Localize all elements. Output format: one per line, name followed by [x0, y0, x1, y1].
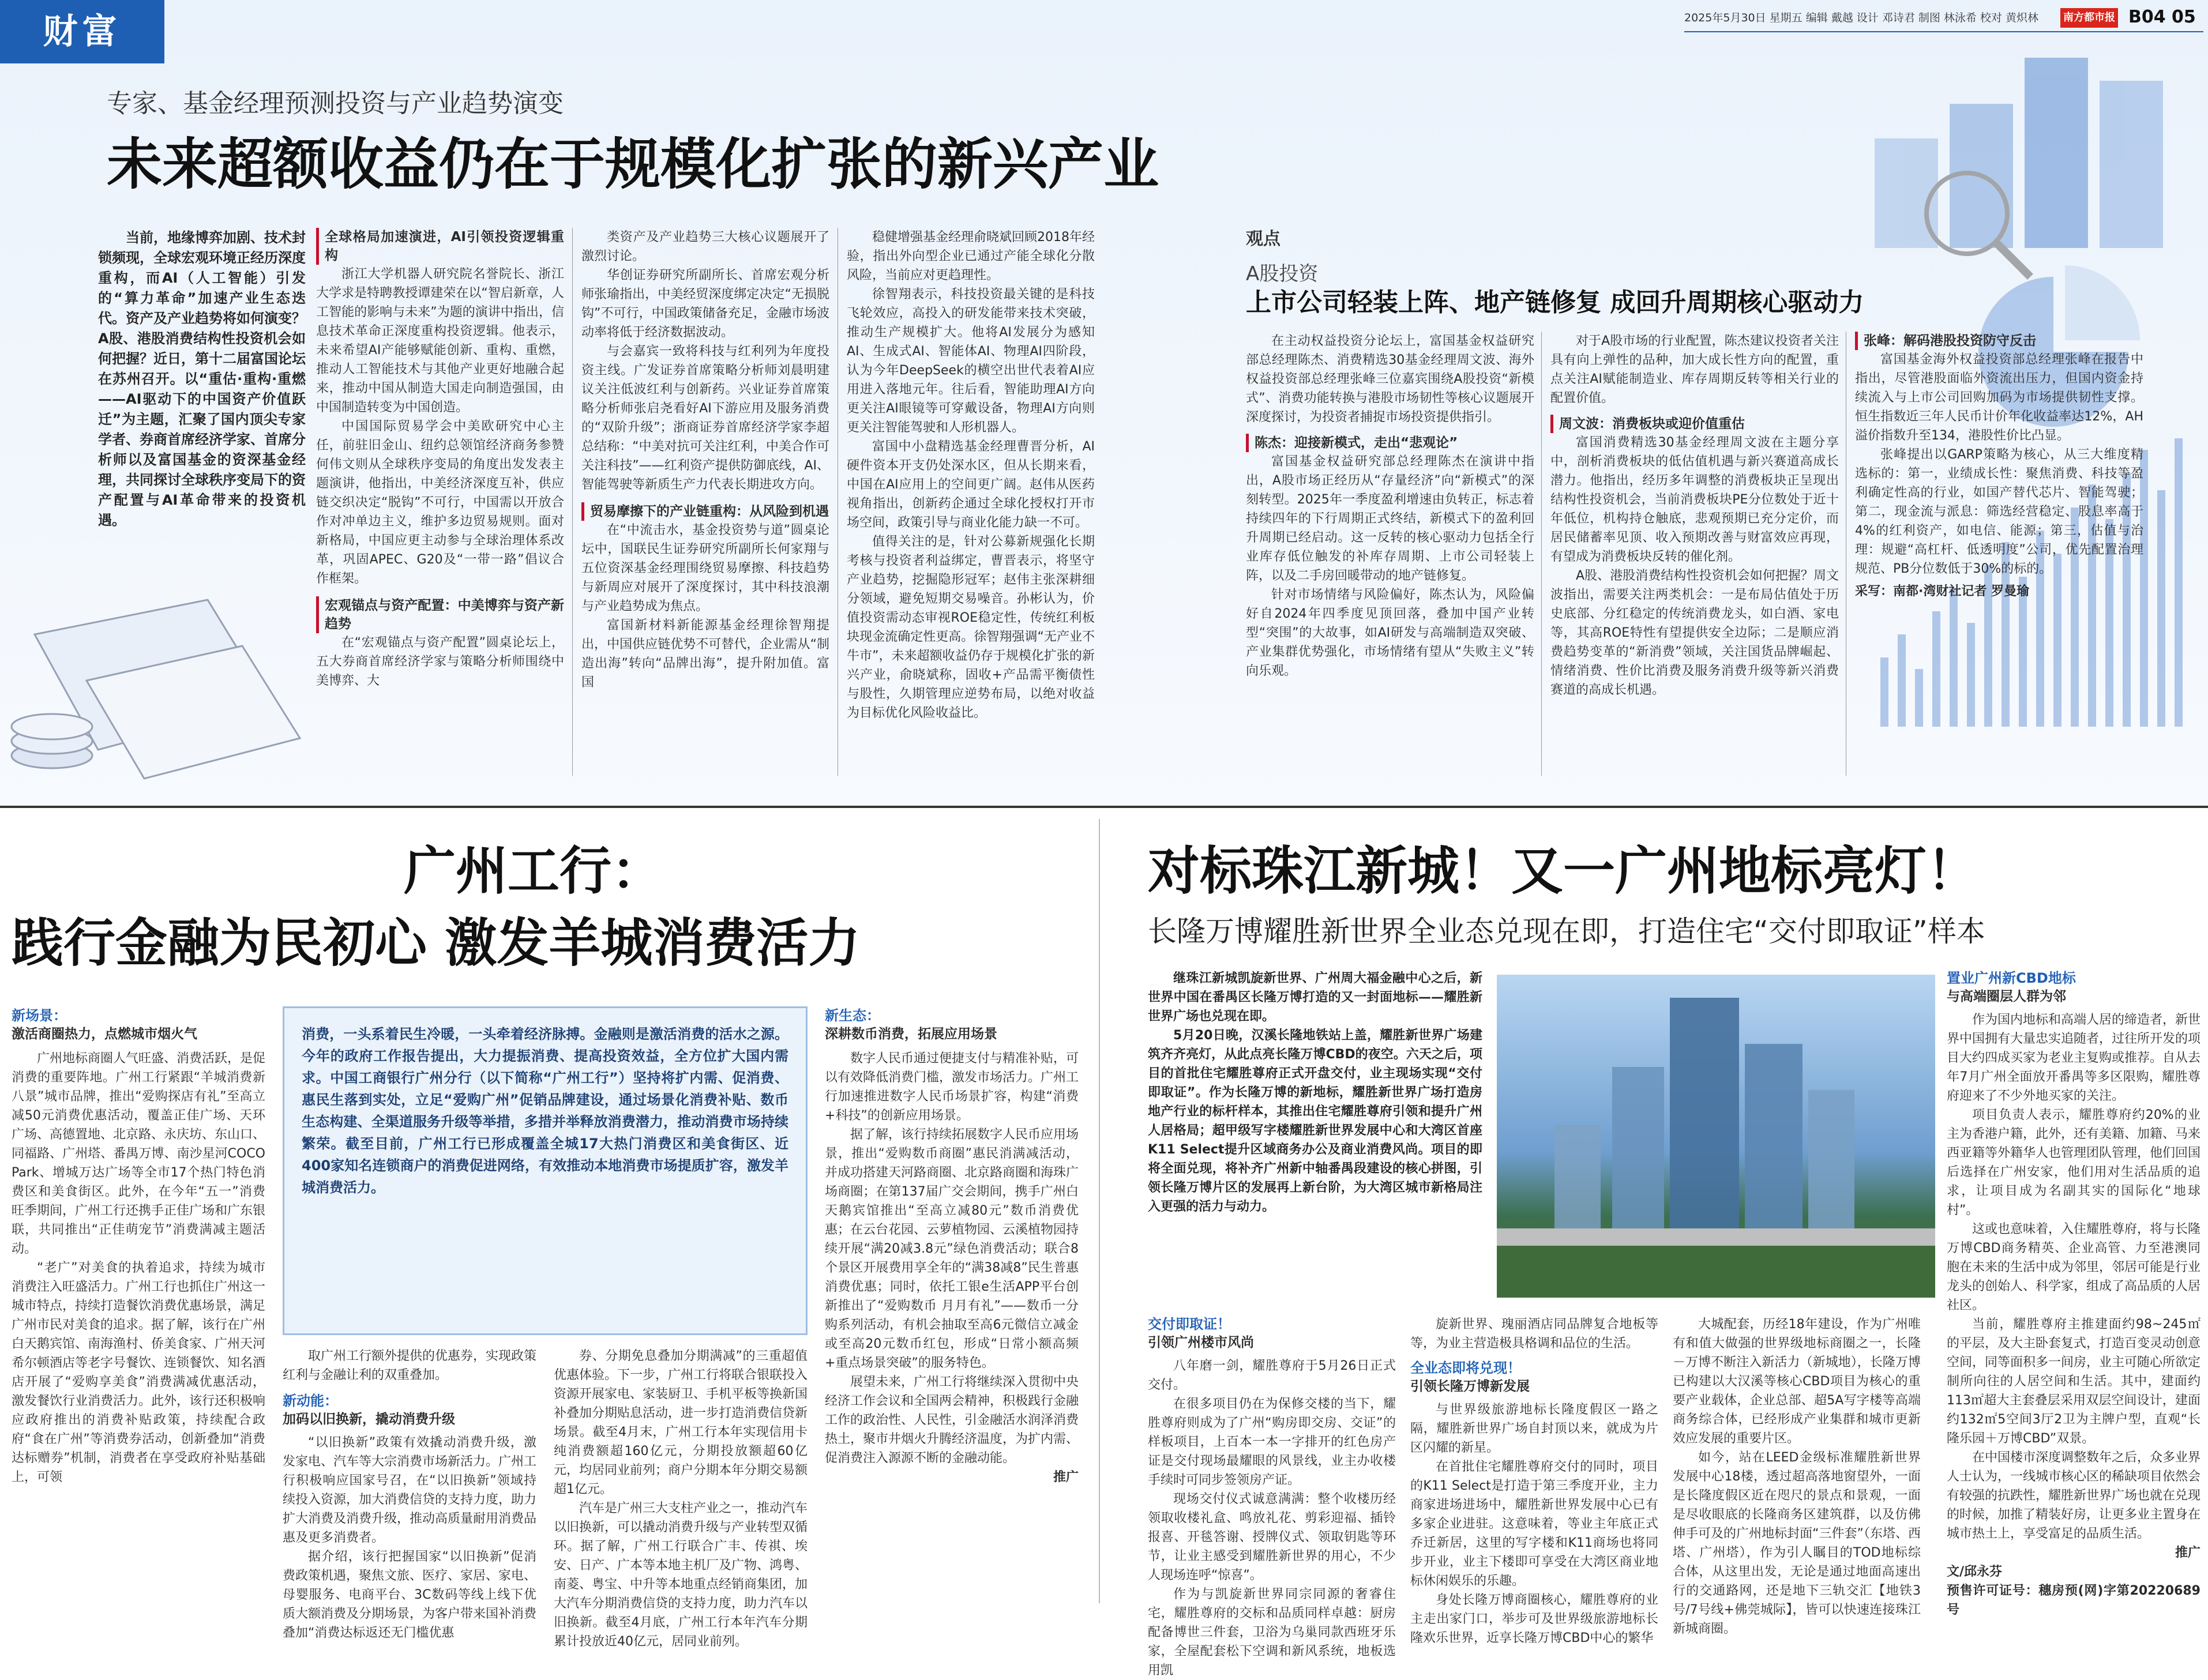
story1-col2: 类资产及产业趋势三大核心议题展开了激烈讨论。 华创证券研究所副所长、首席宏观分析师张瑜指出，中美经贸深度绑定决定“无损脱钩”不可行，中国政策储备充足，金融市场波动率将低于经济数据波动。 与会嘉宾一致将科技与红利列为年度投资主线。广发证券首席策略分析师刘晨明建议关注低波红利与创新药。兴业证券首席策略分析师张启尧看好AI下游应用及服务消费的“双阶升级”；浙商证券首席经济学家李超总结称：“中美对抗可关注红利，中美合作可关注科技”——红利资产提供防御底线，AI、智能驾驶等新质生产力代表长期进攻方向。 贸易摩擦下的产业链重构：从风险到机遇 在“中流击水，基金投资势与道”圆桌论坛中，国联民生证券研究所副所长何家翔与五位资深基金经理围绕贸易摩擦、科技趋势与新周应对展开了深度探讨，其中科技浪潮与产业趋势成为焦点。 富国新材料新能源基金经理徐智翔提出，中国供应链优势不可替代，企业需从“制造出海”转向“品牌出海”，提升附加值。富国	[581, 230, 829, 690]
viewpoint-kicker: A股投资	[1246, 262, 1319, 285]
story2-col3: 券、分期免息叠加分期满减”的三重超值优惠体验。下一步，广州工行将联合银联投入资源开展家电、家装厨卫、手机平板等换新国补叠加分期贴息活动，进一步打造消费信贷新场景。截至4月末，广州工行本年实现信用卡纯消费额超160亿元，分期投放额超60亿元，均居同业前列；商户分期本年分期交易额超1亿元。 汽车是广州三大支柱产业之一，推动汽车以旧换新，可以撬动消费升级与产业转型双循环。据了解，广州工行联合广丰、传祺、埃安、日产、广本等本地主机厂及广物、鸿粤、南菱、粤宝、中升等本地重点经销商集团，加大汽车分期消费信贷的支持力度，助力汽车以旧换新。截至4月底，广州工行本年汽车分期累计投放近40亿元，居同业前列。	[554, 1349, 808, 1649]
story2-highlight-box: 消费，一头系着民生冷暖，一头牵着经济脉搏。金融则是激活消费的活水之源。今年的政府工作报告提出，大力提振消费、提高投资效益，全方位扩大国内需求。中国工商银行广州分行（以下简称“广州工行”）坚持将扩内需、促消费、惠民生落到实处，立足“爱购广州”促销品牌建设，通过场景化消费补贴、数币生态构建、全渠道服务升级等举措，多措并举释放消费潜力，推动消费市场持续繁荣。截至目前，广州工行已形成覆盖全城17大热门消费区和美食街区、近400家知名连锁商户的消费促进网络，有效推动本地消费市场提质扩容，激发羊城消费活力。	[283, 1006, 808, 1335]
divider	[1541, 332, 1542, 776]
story3-col3: 大城配套，历经18年建设，作为广州唯有和值大做强的世界级地标商圈之一，长隆－万博不断注入新活力（新城地），长隆万博已构建以大汉溪等核心CBD项目为核心的重要产业载体，企业总部、超5A写字楼等高端商务综合体，已经形成产业集群和城市更新效应发展的重要片区。 如今，站在LEED金级标准耀胜新世界发展中心18楼，透过超高落地窗望外，一面是长隆度假区近在咫尺的景点和景观，一面是尽收眼底的长隆商务区建筑群，以及仿佛伸手可及的广州地标封面“三件套”（东塔、西塔、广州塔），作为引人瞩目的TOD地标综合体，从这里出发，无论是通过地面高速出行的交通路网，还是地下三轨交汇【地铁3号/7号线+佛莞城际】，皆可以快速连接珠江新城商圈。	[1673, 1317, 1921, 1636]
header-rule	[1684, 31, 2203, 32]
story1-col1: 全球格局加速演进，AI引领投资逻辑重构 浙江大学机器人研究院名誉院长、浙江大学求是特聘教授谭建荣在以“智启新章，人工智能的影响与未来”为题的演讲中指出，信息技术革命正深度重构投资逻辑。他表示，未来希望AI产能够赋能创新、重构、重燃，推动人工智能技术与其他产业更好地融合起来，推动中国从制造大国走向制造强国，由中国制造转变为中国创造。 中国国际贸易学会中美欧研究中心主任，前驻旧金山、纽约总领馆经济商务参赞何伟文则从全球秩序变局的角度出发发表主题演讲，他指出，中美经济深度互补，供应链交织决定“脱钩”不可行，中国需以开放合作对冲单边主义，维护多边贸易规则。面对新格局，中国应更主动参与全球治理体系改革，巩固APEC、G20及“一带一路”倡议合作框架。 宏观锚点与资产配置：中美博弈与资产新趋势 在“宏观锚点与资产配置”圆桌论坛上，五大券商首席经济学家与策略分析师围绕中美博弈、大	[316, 228, 564, 781]
story2-col2: 取广州工行额外提供的优惠券，实现政策红利与金融让利的双重叠加。 新动能： 加码以旧换新，撬动消费升级 “以旧换新”政策有效撬动消费升级，激发家电、汽车等大宗消费市场新活力。广州工行积极响应国家号召，在“以旧换新”领域持续投入资源，加大消费信贷的支持力度，助力扩大消费及消费升级，推动高质量耐用消费品惠及更多消费者。 据介绍，该行把握国家“以旧换新”促消费政策机遇，聚焦文旅、医疗、家居、家电、母婴服务、电商平台、3C数码等线上线下优质大额消费及分期场景，为客户带来国补消费叠加“消费达标返还无门槛优惠	[283, 1349, 537, 1640]
story3-deck: 长隆万博耀胜新世界全业态兑现在即，打造住宅“交付即取证”样本	[1148, 915, 1985, 948]
story3-col1: 交付即取证！ 引领广州楼市风尚 八年磨一剑，耀胜尊府于5月26日正式交付。 在很多项目仍在为保修交楼的当下，耀胜尊府则成为了广州“购房即交房、交证”的样板项目，上百本一本一字排开的红色房产证是交付现场最耀眼的风景线，业主办收楼手续时可同步签领房产证。 现场交付仪式诚意满满：整个收楼历经领取收楼礼盒、鸣放礼花、剪彩迎福、插铃报喜、开毯答谢、授牌仪式、领取钥匙等环节，让业主感受到耀胜新世界的用心，不少人现场连呼“惊喜”。 作为与凯旋新世界同宗同源的奢睿住宅，耀胜尊府的交标和品质同样卓越：厨房配备博世三件套，卫浴为乌巢同款西班牙乐家，全屋配套松下空调和新风系统，地板选用凯	[1148, 1316, 1396, 1678]
viewpoint-headline: 上市公司轻装上阵、地产链修复 成回升周期核心驱动力	[1246, 288, 1864, 317]
brand-logo: 南方都市报	[2060, 8, 2118, 28]
page-number: B04 05	[2128, 7, 2196, 27]
story1-headline: 未来超额收益仍在于规模化扩张的新兴产业	[107, 132, 1159, 197]
divider	[572, 228, 573, 776]
story3-col4: 置业广州新CBD地标 与高端圈层人群为邻 作为国内地标和高端人居的缔造者，新世界中国拥有大量忠实追随者，过往所开发的项目大约四成买家为老业主复购或推荐。自从去年7月广州全面放开番禺等多区限购，耀胜尊府迎来了不少外地买家的关注。 项目负责人表示，耀胜尊府约20%的业主为香港户籍，此外，还有美籍、加籍、马来西亚籍等外籍华人也管理团队管理，他们回国后选择在广州安家，他们用对生活品质的追求，让项目成为名副其实的国际化“地球村”。 这或也意味着，入住耀胜尊府，将与长隆万博CBD商务精英、企业高管、力至港澳同胞在未来的生活中成为邻里，邻居可能是行业龙头的创始人、科学家，组成了高品质的人居社区。 当前，耀胜尊府主推建面约98~245㎡的平层，及大主卧套复式，打造百变灵动创意空间，同等面积多一间房，业主可随心所欲定制所向往的人居空间和生活。其中，建面约113㎡超大主套叠层采用双层空间设计，建面约132㎡5空间3厅2卫为主牌户型，直观“长隆乐园＋万博CBD”双景。 在中国楼市深度调整数年之后，众多业界人士认为，一线城市核心区的稀缺项目依然会有较强的抗跌性，耀胜新世界广场也就在兑现的时候，加推了精装好房，让更多业主置身在城市热土上，享受富足的品质生活。 推广 文/邱永芬 预售许可证号：穗房预(网)字第20220689号	[1947, 970, 2201, 1617]
story1-lead: 当前，地缘博弈加剧、技术封锁频现，全球宏观环境正经历深度重构，而AI（人工智能）引发的“算力革命”加速产业生态迭代。资产及产业趋势将如何演变？A股、港股消费结构性投资机会如何把握？近日，第十二届富国论坛在苏州召开。以“重估·重构·重燃——AI驱动下的中国资产价值跃迁”为主题，汇聚了国内顶尖专家学者、券商首席经济学家、首席分析师以及富国基金的资深基金经理，共同探讨全球秩序变局下的资产配置与AI革命带来的投资机遇。	[98, 230, 306, 528]
story2-col4: 新生态： 深耕数币消费，拓展应用场景 数字人民币通过便捷支付与精准补贴，可以有效降低消费门槛，激发市场活力。广州工行加速推进数字人民币场景扩容，构建“消费+科技”的创新应用场景。 据了解，该行持续拓展数字人民币应用场景，推出“爱购数币商圈”惠民消满减活动，并成功搭建天河路商圈、北京路商圈和海珠广场商圈；在第137届广交会期间，携手广州白天鹅宾馆推出“至高立减80元”数币消费优惠；在云台花园、云萝植物园、云溪植物园持续开展“满20减3.8元”绿色消费活动；联合8个景区开展费用享全年的“满38减8”民生普惠消费优惠；同时，依托工银e生活APP平台创新推出了“爱购数币 月月有礼”——数币一分购系列活动，有机会抽取至高6元微信立减金或至高20元数币红包，形成“日常小额高频+重点场景突破”的服务特色。 展望未来，广州工行将继续深入贯彻中央经济工作会议和全国两会精神，积极践行金融工作的政治性、人民性，引金融活水润泽消费热土，聚市井烟火升腾经济温度，为扩内需、促消费注入源源不断的金融动能。 推广	[825, 1008, 1079, 1484]
section-separator	[0, 806, 2208, 808]
story2-col1: 新场景： 激活商圈热力，点燃城市烟火气 广州地标商圈人气旺盛、消费活跃，是促消费的重要阵地。广州工行紧跟“羊城消费新八景”城市品牌，推出“爱购探店有礼”至高立减50元消费优惠活动，覆盖正佳广场、天环广场、高德置地、北京路、永庆坊、东山口、同福路、广州塔、番禺万博、南沙星河COCO Park、增城万达广场等全市17个热门特色消费区和美食街区。此外，在今年“五一”消费旺季期间，广州工行还携手正佳广场和广东银联，共同推出“正佳萌宠节”消费满减主题活动。 “老广”对美食的执着追求，持续为城市消费注入旺盛活力。广州工行也抓住广州这一城市特点，持续打造餐饮消费优惠场景，满足广州市民对美食的追求。据了解，该行在广州白天鹅宾馆、南海渔村、侨美食家、广州天河希尔顿酒店等老字号餐饮、连锁餐饮、知名酒店开展了“爱购享美食”消费满减优惠活动，激发餐饮行业消费活力。此外，该行还积极响应政府推出的消费补贴政策，持续配合政府“食在广州”等消费券活动，创新叠加“消费达标赠券”机制，消费者在享受政府补贴基础上，可领	[12, 1008, 266, 1484]
story1-col4: 在主动权益投资分论坛上，富国基金权益研究部总经理陈杰、消费精选30基金经理周文波、海外权益投资部总经理张峰三位嘉宾围绕A股投资“新模式”、消费功能转换与港股市场韧性等核心议题展开深度探讨，为投资者捕捉市场投资提供指引。 陈杰：迎接新模式，走出“悲观论” 富国基金权益研究部总经理陈杰在演讲中指出，A股市场正经历从“存量经济”向“新模式”的深刻转型。2025年一季度盈利增速由负转正，标志着持续四年的下行周期正式终结，新模式下的盈利回升周期已经启动。这一反转的核心驱动力包括全行业库存低位触发的补库存周期、上市公司轻装上阵，以及二手房回暖带动的地产链修复。 针对市场情绪与风险偏好，陈杰认为，风险偏好自2024年四季度见顶回落，叠加中国产业转型“突围”的大故事，如AI研发与高端制造双突破、产业集群优势强化，市场情绪有望从“失败主义”转向乐观。	[1246, 334, 1534, 678]
story2-headline-line1: 广州工行：	[404, 840, 663, 901]
date-line: 2025年5月30日 星期五 编辑 戴越 设计 邓诗君 制图 林泳希 校对 黄炽林	[1684, 12, 2038, 24]
story3-headline: 对标珠江新城！又一广州地标亮灯！	[1148, 840, 1978, 901]
story3-col2: 旋新世界、瑰丽酒店同品牌复合地板等等，为业主营造极具格调和品位的生活。 全业态即将兑现！ 引领长隆万博新发展 与世界级旅游地标长隆度假区一路之隔，耀胜新世界广场自封顶以来，就成为片区闪耀的新星。 在首批住宅耀胜尊府交付的同时，项目的K11 Select是打造于第三季度开业，主力商家进场进场中，耀胜新世界发展中心已有多家企业进驻。这意味着，等业主年底正式乔迁新居，这里的写字楼和K11商场也将同步开业，业主下楼即可享受在大湾区商业地标休闲娱乐的乐趣。 身处长隆万博商圈核心，耀胜尊府的业主走出家门口，举步可及世界级旅游地标长隆欢乐世界，近享长隆万博CBD中心的繁华	[1410, 1317, 1658, 1645]
story3-lead: 继珠江新城凯旋新世界、广州周大福金融中心之后，新世界中国在番禺区长隆万博打造的又一封面地标——耀胜新世界广场也兑现在即。 5月20日晚，汉溪长隆地铁站上盖，耀胜新世界广场建筑齐齐亮灯，从此点亮长隆万博CBD的夜空。六天之后，项目的首批住宅耀胜尊府正式开盘交付，业主现场实现“交付即取证”。作为长隆万博的新地标，耀胜新世界广场打造房地产行业的标杆样本，其推出住宅耀胜尊府引领和提升广州人居格局；超甲级写字楼耀胜新世界发展中心和大湾区首座K11 Select提升区域商务办公及商业消费风尚。项目的即将全面兑现，将补齐广州新中轴番禺段建设的核心拼图，引领长隆万博片区的发展再上新台阶，为大湾区城市新格局注入更强的活力与动力。	[1148, 971, 1482, 1214]
building-photo	[1497, 975, 1935, 1298]
story1-col5: 对于A股市场的行业配置，陈杰建议投资者关注具有向上弹性的品种，加大成长性方向的配置，重点关注AI赋能制造业、库存周期反转等相关行业的配置价值。 周文波：消费板块或迎价值重估 富国消费精选30基金经理周文波在主题分享中，剖析消费板块的低估值机遇与新兴赛道高成长潜力。他指出，经历多年调整的消费板块正呈现出结构性投资机会，当前消费板块PE分位数处于近十年低位，机构持仓触底，悲观预期已充分定价，而居民储蓄率见顶、收入预期改善与财富效应再现，有望成为消费板块反转的催化剂。 A股、港股消费结构性投资机会如何把握？周文波指出，需要关注两类机会：一是布局估值处于历史底部、分红稳定的传统消费龙头，如白酒、家电等，其高ROE特性有望提供安全边际；二是顺应消费趋势变革的“新消费”领域，关注国货品牌崛起、情绪消费、性价比消费及服务消费升级等新兴消费赛道的高成长机遇。	[1550, 334, 1839, 697]
story1-col3: 稳健增强基金经理俞晓斌回顾2018年经验，指出外向型企业已通过产能全球化分散风险，当前应对更趋理性。 徐智翔表示，科技投资最关键的是科技飞轮效应，高投入的研发能带来技术突破，推动生产规模扩大。他将AI发展分为感知AI、生成式AI、智能体AI、物理AI四阶段，认为今年DeepSeek的横空出世代表着AI应用进入落地元年。往后看，智能助理AI方向更关注AI眼镜等可穿戴设备，物理AI方向则更关注智能驾驶和人形机器人。 富国中小盘精选基金经理曹晋分析，AI硬件资本开支仍处深水区，但从长期来看，中国在AI应用上的空间更广阔。赵伟从医药视角指出，创新药企通过全球化授权打开市场空间，政策引导与商业化能力缺一不可。 值得关注的是，针对公募新规强化长期考核与投资者利益绑定，曹晋表示，将坚守产业趋势，挖掘隐形冠军；赵伟主张深耕细分领域，避免短期交易噪音。孙彬认为，价值投资需动态审视ROE稳定性，传统红利板块现金流确定性更高。徐智翔强调“无产业不牛市”，未来超额收益仍存于规模化扩张的新兴产业，俞晓斌称，固收+产品需平衡债性与股性，久期管理应逆势布局，以绝对收益为目标优化风险收益比。	[847, 230, 1095, 720]
story1-col6: 张峰：解码港股投资防守反击 富国基金海外权益投资部总经理张峰在报告中指出，尽管港股面临外资流出压力，但国内资金持续流入与上市公司回购加码为市场提供韧性支撑。恒生指数近三年人民币计价年化收益率达12%，AH溢价指数升至134，港股性价比凸显。 张峰提出以GARP策略为核心，从三大维度精选标的：第一，业绩成长性：聚焦消费、科技等盈利确定性高的行业，如国产替代芯片、智能驾驶；第二，现金流与派息：筛选经营稳定、股息率高于4%的红利资产，如电信、能源；第三，估值与治理：规避“高杠杆、低透明度”公司，优先配置治理规范、PB分位数低于30%的标的。 采写：南都·湾财社记者 罗曼瑜	[1855, 332, 2143, 781]
finance-illustration	[0, 565, 323, 802]
viewpoint-tag: 观点	[1246, 229, 1281, 249]
story1-kicker: 专家、基金经理预测投资与产业趋势演变	[107, 89, 564, 118]
section-tag: 财富	[0, 0, 164, 63]
page-gutter	[1099, 819, 1100, 1603]
story2-headline-line2: 践行金融为民初心 激发羊城消费活力	[12, 912, 861, 974]
